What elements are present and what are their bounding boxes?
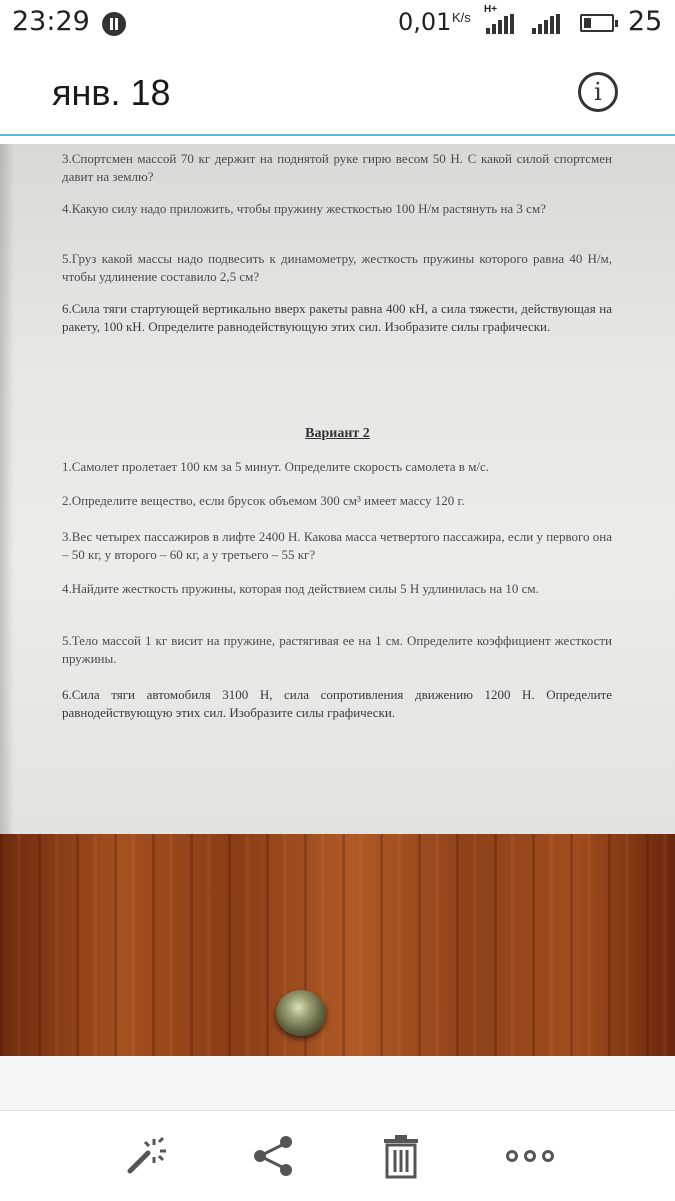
photo-date-title: янв. 18 xyxy=(52,72,171,113)
question-v2-5: 5.Тело массой 1 кг висит на пружине, растягивая ее на 1 см. Определите коэффициент жесткости пружины. xyxy=(62,633,612,666)
info-icon[interactable]: i xyxy=(578,72,618,112)
photo-viewer[interactable] xyxy=(0,144,675,1056)
app-header xyxy=(0,50,675,136)
variant-title: Вариант 2 xyxy=(305,426,370,441)
signal-icon-2 xyxy=(532,14,560,34)
network-speed: 0,01 xyxy=(398,8,452,36)
question-top-4: 4.Какую силу надо приложить, чтобы пружину жесткостью 100 Н/м растянуть на 3 см? xyxy=(62,201,546,216)
more-icon[interactable] xyxy=(505,1131,555,1181)
signal-icon xyxy=(486,14,514,34)
question-v2-1: 1.Самолет пролетает 100 км за 5 минут. Определите скорость самолета в м/с. xyxy=(62,459,490,474)
question-top-3: 3.Спортсмен массой 70 кг держит на поднятой руке гирю весом 50 Н. С какой силой спортсмен давит на землю? xyxy=(62,151,612,184)
question-top-5: 5.Груз какой массы надо подвесить к динамометру, жесткость пружины которого равна 40 Н/м, чтобы удлинение составило 2,5 см? xyxy=(62,251,612,284)
question-v2-3: 3.Вес четырех пассажиров в лифте 2400 Н. Какова масса четвертого пассажира, если у первого она – 50 кг, у второго – 60 кг, а у третьего – 55 кг? xyxy=(62,529,612,562)
trash-icon[interactable] xyxy=(376,1131,426,1181)
network-type: H+ xyxy=(484,4,498,15)
magic-wand-icon[interactable] xyxy=(120,1131,170,1181)
bottom-spacer xyxy=(0,1056,675,1110)
question-v2-2: 2.Определите вещество, если брусок объемом 300 см³ имеет массу 120 г. xyxy=(62,493,465,508)
status-bar xyxy=(0,0,675,50)
battery-fill xyxy=(584,18,591,28)
pause-icon xyxy=(102,12,126,36)
bottom-toolbar xyxy=(0,1110,675,1201)
question-v2-6: 6.Сила тяги автомобиля 3100 Н, сила сопротивления движению 1200 Н. Определите равнодействующую этих сил. Изобразите силы графически. xyxy=(62,687,612,720)
network-speed-unit: K/s xyxy=(452,10,471,25)
share-icon[interactable] xyxy=(248,1131,298,1181)
question-v2-4: 4.Найдите жесткость пружины, которая под действием силы 5 Н удлинилась на 10 см. xyxy=(62,581,539,596)
paper-sheet xyxy=(0,144,675,834)
drawer-knob xyxy=(276,990,326,1036)
question-top-6: 6.Сила тяги стартующей вертикально вверх ракеты равна 400 кН, а сила тяжести, действующая на ракету, 100 кН. Определите равнодействующую этих сил. Изобразите силы графически. xyxy=(62,301,612,334)
status-time: 23:29 xyxy=(12,6,90,37)
battery-percent: 25 xyxy=(628,6,663,37)
battery-icon xyxy=(580,14,614,32)
